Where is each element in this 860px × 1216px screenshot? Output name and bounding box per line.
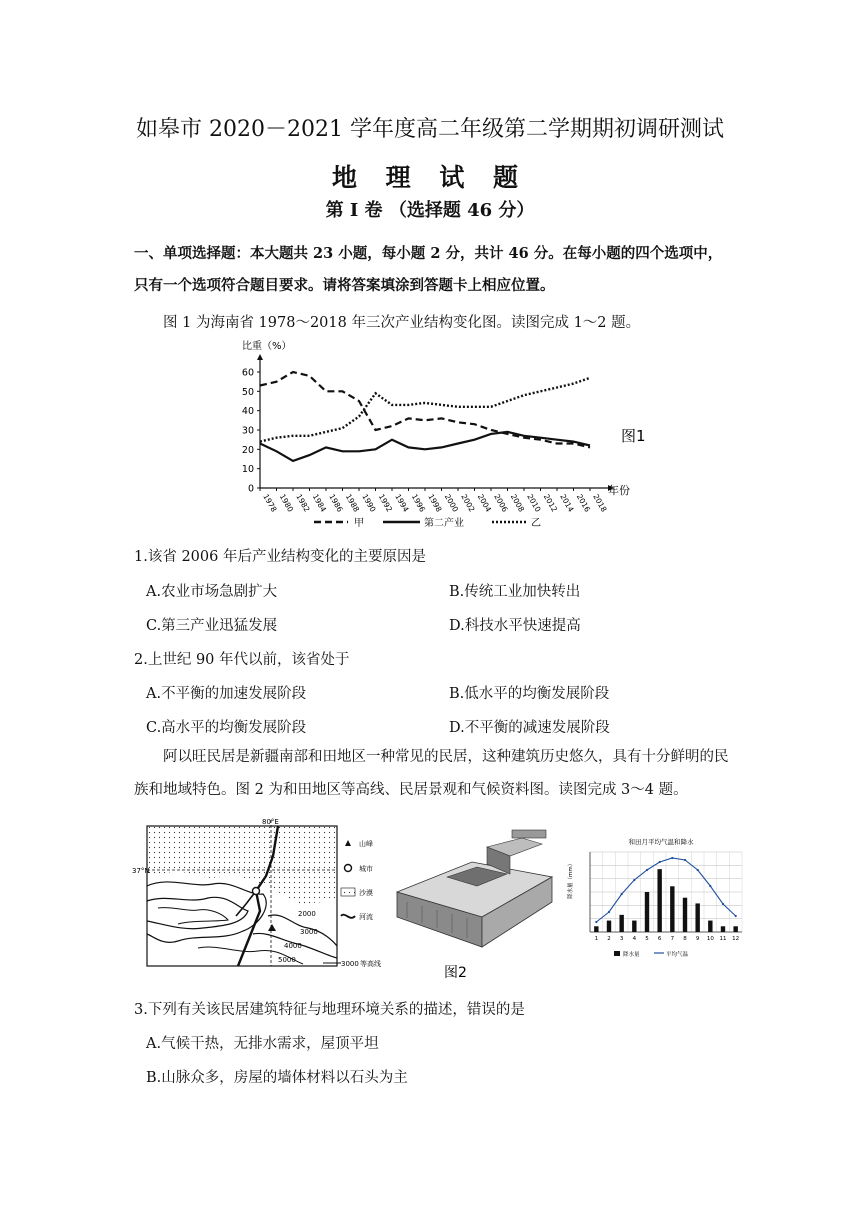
q2-option-b[interactable]: B.低水平的均衡发展阶段 [449, 686, 610, 702]
y-tick-label: 60 [241, 367, 254, 379]
figure1-label: 图1 [621, 427, 646, 445]
x-tick-label: 1978 [261, 492, 279, 514]
series-line-1 [260, 432, 590, 461]
precip-bar [721, 926, 725, 932]
legend-river: 河流 [359, 913, 373, 921]
q3-stem: 3.下列有关该民居建筑特征与地理环境关系的描述，错误的是 [134, 1002, 525, 1018]
temp-point [646, 869, 648, 871]
section-instructions [134, 238, 734, 302]
figure2-intro: 阿以旺民居是新疆南部和田地区一种常见的民居，这种建筑历史悠久，具有十分鲜明的民族和地域特色。图 2 为和田地区等高线、民居景观和气候资料图。读图完成 3～4 题。 [134, 749, 729, 798]
x-tick-label: 2002 [459, 492, 477, 514]
y-tick-label: 50 [241, 386, 254, 398]
exam-title: 如皋市 2020－2021 学年度高二年级第二学期期初调研测试 [136, 117, 724, 142]
month-label: 6 [657, 936, 662, 942]
x-tick-label: 2018 [591, 492, 609, 514]
x-tick-label: 2016 [574, 492, 593, 514]
q1-option-c[interactable]: C.第三产业迅猛发展 [146, 618, 278, 634]
y-tick-label: 10 [241, 464, 254, 476]
precip-bar [657, 869, 661, 932]
figure2-contour-map [132, 816, 398, 976]
y-axis-arrow [257, 354, 263, 360]
figure1-intro: 图 1 为海南省 1978～2018 年三次产业结构变化图。读图完成 1～2 题。 [163, 315, 641, 331]
climate-legend-precip-icon [614, 951, 620, 956]
contour-4000: 4000 [284, 942, 302, 950]
temp-point [659, 861, 661, 863]
precip-bar [619, 915, 623, 932]
q1-stem: 1.该省 2006 年后产业结构变化的主要原因是 [134, 549, 426, 565]
x-tick-label: 1986 [327, 492, 345, 514]
climate-axes [590, 852, 742, 942]
subject-title: 地 理 试 题 [331, 163, 529, 192]
climate-legend-precip: 降水量 [623, 952, 640, 958]
figure2-climate-chart [566, 836, 756, 966]
temp-point [621, 893, 623, 895]
q2-option-c[interactable]: C.高水平的均衡发展阶段 [146, 720, 307, 736]
figure1-lines [260, 372, 590, 461]
x-tick-label: 1980 [277, 492, 296, 514]
temp-point [684, 859, 686, 861]
legend-river-icon [341, 915, 355, 918]
x-tick-label: 2000 [442, 492, 461, 514]
q2-stem: 2.上世纪 90 年代以前，该省处于 [134, 652, 350, 668]
contour-5000: 5000 [278, 956, 296, 964]
precip-bar [683, 898, 687, 932]
climate-title: 和田月平均气温和降水 [628, 838, 694, 846]
x-tick-label: 1998 [426, 492, 444, 514]
legend-jia-label: 甲 [354, 518, 364, 529]
legend-peak-icon [345, 840, 351, 846]
figure2-label: 图2 [444, 965, 467, 981]
month-label: 3 [619, 936, 624, 942]
figure1-xlabel: 年份 [608, 484, 630, 497]
city-marker [253, 888, 260, 895]
q2-option-a[interactable]: A.不平衡的加速发展阶段 [146, 686, 307, 702]
month-label: 7 [670, 936, 675, 942]
legend-secondary-label: 第二产业 [424, 518, 464, 529]
month-label: 10 [706, 936, 714, 942]
month-label: 9 [695, 936, 700, 942]
temp-point [722, 903, 724, 905]
x-tick-label: 2014 [558, 492, 576, 514]
temp-point [633, 879, 635, 881]
precip-bar [594, 926, 598, 932]
x-tick-label: 1992 [376, 492, 395, 514]
x-tick-label: 2004 [475, 492, 494, 514]
legend-desert: 沙漠 [359, 889, 373, 897]
y-tick-label: 40 [241, 406, 254, 418]
legend-desert-icon [341, 888, 355, 896]
q3-option-b[interactable]: B.山脉众多，房屋的墙体材料以石头为主 [146, 1070, 408, 1086]
x-tick-label: 1990 [360, 492, 378, 514]
legend-contour-value: 3000 [341, 960, 359, 968]
section-line-1: 一、单项选择题：本大题共 23 小题，每小题 2 分，共计 46 分。在每小题的四个选项中， [134, 245, 723, 262]
x-tick-label: 1984 [310, 492, 329, 514]
x-tick-label: 1982 [294, 492, 312, 514]
precip-bar [708, 921, 712, 932]
temp-point [671, 857, 673, 859]
series-line-0 [260, 372, 590, 447]
legend-city-icon [345, 865, 352, 872]
month-label: 2 [607, 936, 611, 942]
q1-option-b[interactable]: B.传统工业加快转出 [449, 584, 581, 600]
month-label: 12 [732, 936, 740, 942]
x-tick-label: 1996 [409, 492, 428, 514]
climate-legend-temp: 平均气温 [666, 952, 689, 958]
q1-option-d[interactable]: D.科技水平快速提高 [449, 618, 581, 634]
series-line-2 [260, 378, 590, 442]
figure2-dwelling-illustration [392, 822, 562, 982]
month-label: 11 [719, 936, 727, 942]
month-label: 4 [632, 936, 637, 942]
q1-option-a[interactable]: A.农业市场急剧扩大 [146, 584, 278, 600]
temp-point [608, 911, 610, 913]
temp-point [595, 921, 597, 923]
x-tick-label: 1994 [393, 492, 411, 514]
y-tick-label: 30 [241, 425, 254, 437]
legend-city: 城市 [359, 865, 373, 873]
legend-peak: 山峰 [359, 840, 373, 848]
figure1-chart [230, 336, 660, 536]
temp-point [697, 869, 699, 871]
x-tick-label: 1988 [343, 492, 362, 514]
q3-option-a[interactable]: A.气候干热，无排水需求，屋顶平坦 [146, 1036, 379, 1052]
precip-bar [632, 921, 636, 932]
month-label: 5 [645, 936, 649, 942]
figure1-ylabel: 比重（%） [242, 341, 292, 352]
x-tick-label: 2012 [541, 492, 560, 514]
month-label: 8 [683, 936, 687, 942]
precip-bar [645, 892, 649, 932]
q2-option-d[interactable]: D.不平衡的减速发展阶段 [449, 720, 610, 736]
contour-2000: 2000 [298, 910, 316, 918]
x-tick-label: 2006 [492, 492, 510, 514]
x-tick-label: 2008 [508, 492, 527, 514]
month-label: 1 [594, 936, 599, 942]
figure1-axes [242, 354, 614, 514]
y-tick-label: 0 [247, 483, 254, 495]
temp-point [709, 885, 711, 887]
section-line-2: 只有一个选项符合题目要求。请将答案填涂到答题卡上相应位置。 [134, 277, 555, 294]
legend-contour: 等高线 [360, 960, 381, 968]
contour-3000: 3000 [300, 928, 318, 936]
climate-ylabel: 降水量（mm） [568, 860, 574, 899]
precip-bar [733, 926, 737, 932]
temp-point [735, 915, 737, 917]
y-tick-label: 20 [241, 444, 254, 456]
latitude-label: 37°N [132, 867, 150, 875]
precip-bar [695, 903, 699, 932]
x-tick-label: 2010 [525, 492, 543, 514]
precip-bar [670, 886, 674, 932]
volume-title: 第 I 卷 （选择题 46 分） [325, 200, 535, 221]
longitude-label: 80°E [262, 818, 279, 826]
legend-yi-label: 乙 [531, 518, 541, 529]
precip-bar [607, 921, 611, 932]
